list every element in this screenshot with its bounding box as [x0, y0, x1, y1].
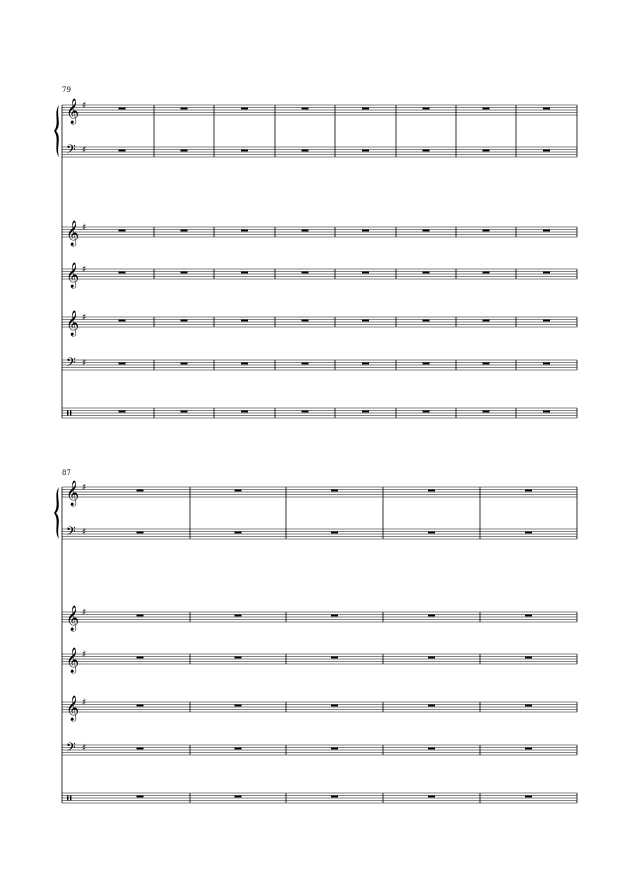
whole-rest	[428, 748, 435, 750]
whole-rest	[362, 320, 369, 322]
whole-rest	[423, 320, 430, 322]
whole-rest	[483, 272, 490, 274]
whole-rest	[119, 363, 126, 365]
whole-rest	[423, 363, 430, 365]
whole-rest	[302, 363, 309, 365]
staff	[62, 740, 577, 758]
treble-clef-icon: 𝄞	[66, 311, 80, 336]
whole-rest	[423, 272, 430, 274]
whole-rest	[137, 748, 144, 750]
staff	[62, 647, 577, 673]
percussion-clef-bar	[67, 411, 68, 416]
staff	[62, 524, 577, 542]
whole-rest	[137, 657, 144, 659]
whole-rest	[331, 705, 338, 707]
whole-rest	[525, 615, 532, 617]
staff	[62, 98, 577, 157]
whole-rest	[543, 230, 550, 232]
whole-rest	[181, 150, 188, 152]
whole-rest	[543, 272, 550, 274]
sharp-icon: ♯	[82, 265, 87, 275]
score-system-2	[54, 469, 577, 803]
whole-rest	[241, 230, 248, 232]
staff	[62, 605, 577, 631]
whole-rest	[181, 411, 188, 413]
whole-rest	[483, 363, 490, 365]
whole-rest	[525, 657, 532, 659]
whole-rest	[137, 490, 144, 492]
whole-rest	[423, 230, 430, 232]
staff	[62, 142, 577, 160]
sharp-icon: ♯	[82, 698, 87, 708]
whole-rest	[362, 272, 369, 274]
whole-rest	[241, 108, 248, 110]
whole-rest	[181, 320, 188, 322]
whole-rest	[428, 615, 435, 617]
measure-number: 79	[62, 86, 71, 94]
whole-rest	[235, 532, 242, 534]
whole-rest	[483, 150, 490, 152]
whole-rest	[483, 411, 490, 413]
whole-rest	[543, 150, 550, 152]
staff	[62, 262, 577, 288]
sharp-icon: ♯	[82, 145, 87, 156]
whole-rest	[423, 411, 430, 413]
staff	[62, 220, 577, 246]
whole-rest	[525, 490, 532, 492]
whole-rest	[235, 615, 242, 617]
sharp-icon: ♯	[82, 483, 87, 493]
whole-rest	[331, 532, 338, 534]
sharp-icon: ♯	[82, 650, 87, 660]
staff	[62, 355, 577, 373]
whole-rest	[137, 615, 144, 617]
treble-clef-icon: 𝄞	[66, 648, 80, 673]
whole-rest	[423, 108, 430, 110]
whole-rest	[543, 411, 550, 413]
whole-rest	[181, 272, 188, 274]
sharp-icon: ♯	[82, 313, 87, 323]
whole-rest	[119, 272, 126, 274]
whole-rest	[119, 150, 126, 152]
whole-rest	[241, 411, 248, 413]
measure-number: 87	[62, 469, 71, 477]
whole-rest	[137, 705, 144, 707]
whole-rest	[362, 411, 369, 413]
whole-rest	[235, 705, 242, 707]
whole-rest	[331, 657, 338, 659]
whole-rest	[302, 150, 309, 152]
percussion-clef-bar	[70, 411, 71, 416]
whole-rest	[241, 272, 248, 274]
whole-rest	[241, 150, 248, 152]
whole-rest	[483, 320, 490, 322]
whole-rest	[525, 532, 532, 534]
whole-rest	[525, 748, 532, 750]
whole-rest	[302, 411, 309, 413]
staff	[62, 793, 577, 803]
staff	[62, 695, 577, 721]
whole-rest	[331, 748, 338, 750]
whole-rest	[362, 150, 369, 152]
whole-rest	[241, 363, 248, 365]
whole-rest	[428, 705, 435, 707]
whole-rest	[428, 532, 435, 534]
whole-rest	[181, 230, 188, 232]
staff	[62, 480, 577, 539]
sharp-icon: ♯	[82, 743, 87, 754]
sharp-icon: ♯	[82, 527, 87, 538]
bass-clef-icon: 𝄢	[66, 524, 76, 542]
whole-rest	[137, 532, 144, 534]
score-system-1	[54, 86, 577, 418]
whole-rest	[119, 230, 126, 232]
treble-clef-icon: 𝄞	[66, 696, 80, 721]
treble-clef-icon: 𝄞	[66, 481, 80, 506]
treble-clef-icon: 𝄞	[66, 263, 80, 288]
whole-rest	[137, 796, 144, 798]
sharp-icon: ♯	[82, 608, 87, 618]
whole-rest	[483, 230, 490, 232]
whole-rest	[543, 363, 550, 365]
whole-rest	[331, 615, 338, 617]
whole-rest	[331, 490, 338, 492]
sharp-icon: ♯	[82, 223, 87, 233]
brace	[54, 105, 59, 157]
staff	[62, 310, 577, 336]
bass-clef-icon: 𝄢	[66, 740, 76, 758]
percussion-clef-bar	[70, 796, 71, 801]
whole-rest	[428, 490, 435, 492]
whole-rest	[302, 272, 309, 274]
whole-rest	[119, 108, 126, 110]
whole-rest	[235, 796, 242, 798]
sharp-icon: ♯	[82, 101, 87, 111]
treble-clef-icon: 𝄞	[66, 606, 80, 631]
whole-rest	[525, 705, 532, 707]
bass-clef-icon: 𝄢	[66, 355, 76, 373]
whole-rest	[119, 320, 126, 322]
whole-rest	[235, 490, 242, 492]
bass-clef-icon: 𝄢	[66, 142, 76, 160]
brace	[54, 487, 59, 539]
whole-rest	[362, 363, 369, 365]
whole-rest	[302, 320, 309, 322]
whole-rest	[428, 796, 435, 798]
whole-rest	[235, 748, 242, 750]
whole-rest	[483, 108, 490, 110]
whole-rest	[423, 150, 430, 152]
whole-rest	[525, 796, 532, 798]
percussion-clef-bar	[67, 796, 68, 801]
whole-rest	[362, 108, 369, 110]
whole-rest	[428, 657, 435, 659]
sharp-icon: ♯	[82, 358, 87, 369]
whole-rest	[362, 230, 369, 232]
whole-rest	[119, 411, 126, 413]
whole-rest	[331, 796, 338, 798]
whole-rest	[235, 657, 242, 659]
treble-clef-icon: 𝄞	[66, 99, 80, 124]
whole-rest	[241, 320, 248, 322]
whole-rest	[181, 108, 188, 110]
whole-rest	[181, 363, 188, 365]
treble-clef-icon: 𝄞	[66, 221, 80, 246]
whole-rest	[302, 230, 309, 232]
whole-rest	[302, 108, 309, 110]
staff	[62, 408, 577, 418]
whole-rest	[543, 320, 550, 322]
whole-rest	[543, 108, 550, 110]
